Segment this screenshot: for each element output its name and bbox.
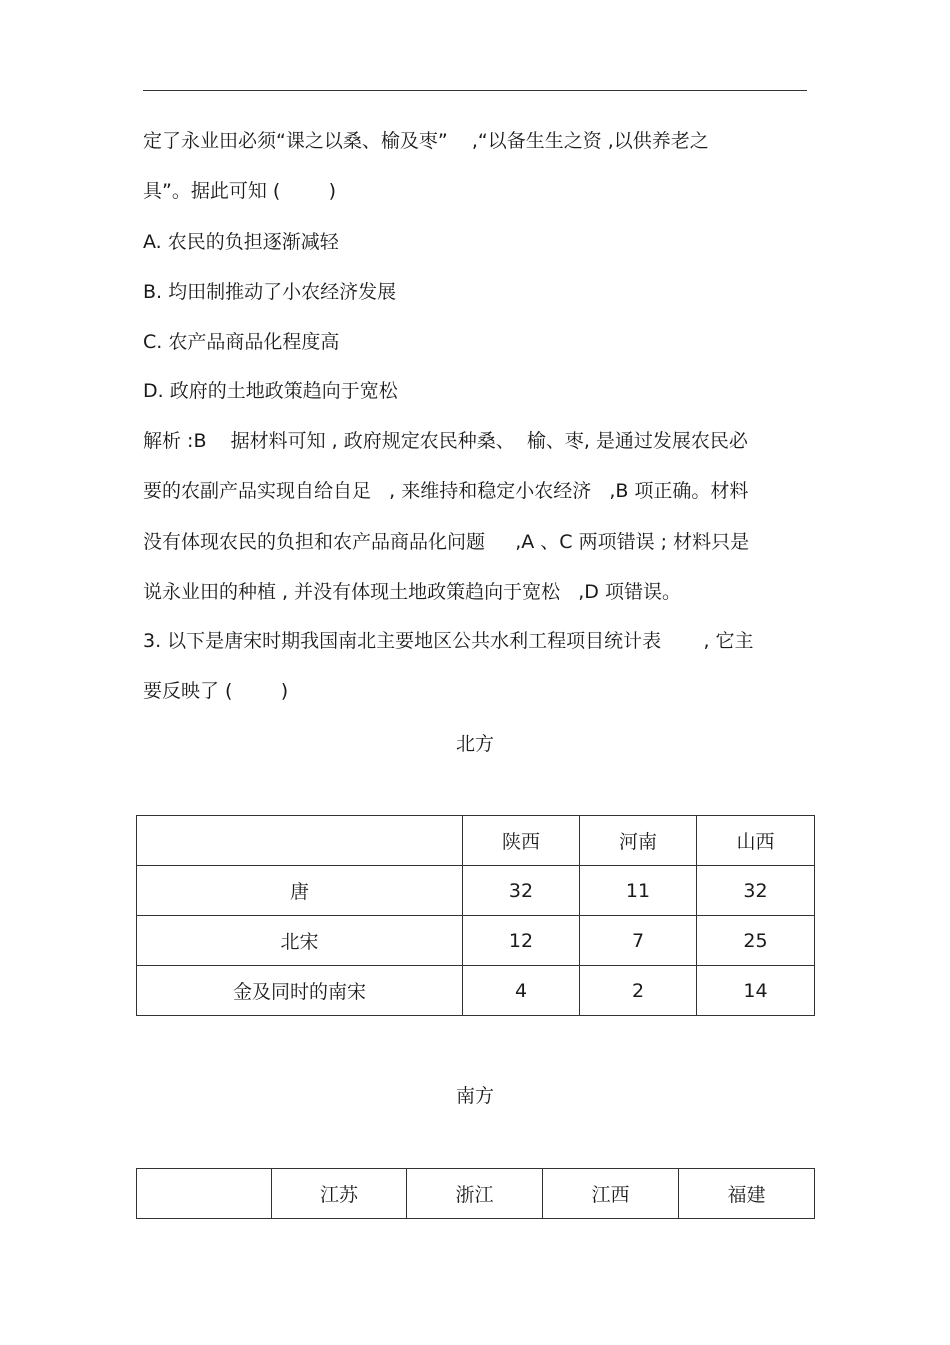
value-cell: 32 <box>463 866 580 916</box>
header-cell: 浙江 <box>407 1169 543 1219</box>
row-label-cell: 金及同时的南宋 <box>137 966 463 1016</box>
table-row <box>137 866 815 916</box>
header-rule <box>143 90 807 91</box>
question-3-line-2: 要反映了 ( ) <box>143 680 289 702</box>
value-cell: 25 <box>697 916 815 966</box>
value-cell: 4 <box>463 966 580 1016</box>
value-cell: 7 <box>580 916 697 966</box>
value-cell: 11 <box>580 866 697 916</box>
analysis-line-2: 要的农副产品实现自给自足 , 来维持和稳定小农经济 ,B 项正确。材料 <box>143 480 749 502</box>
header-cell: 河南 <box>580 816 697 866</box>
row-label-cell: 唐 <box>137 866 463 916</box>
question-text-line-1: 定了永业田必须“课之以桑、榆及枣” ,“以备生生之资 ,以供养老之 <box>143 130 709 152</box>
row-label-cell: 北宋 <box>137 916 463 966</box>
option-d: D. 政府的土地政策趋向于宽松 <box>143 380 398 402</box>
analysis-line-4: 说永业田的种植 , 并没有体现土地政策趋向于宽松 ,D 项错误。 <box>143 581 681 603</box>
option-c: C. 农产品商品化程度高 <box>143 331 340 353</box>
analysis-line-1: 解析 :B 据材料可知 , 政府规定农民种桑、 榆、枣, 是通过发展农民必 <box>143 430 748 452</box>
header-cell: 江西 <box>543 1169 679 1219</box>
header-cell <box>137 1169 272 1219</box>
north-caption: 北方 <box>455 733 494 755</box>
option-a: A. 农民的负担逐渐减轻 <box>143 231 339 253</box>
table-header-row <box>137 1169 815 1219</box>
option-b: B. 均田制推动了小农经济发展 <box>143 281 397 303</box>
header-cell <box>137 816 463 866</box>
analysis-line-3: 没有体现农民的负担和农产品商品化问题 ,A 、C 两项错误 ; 材料只是 <box>143 531 750 553</box>
north-table <box>136 815 815 1016</box>
table-header-row <box>137 816 815 866</box>
header-cell: 江苏 <box>272 1169 407 1219</box>
question-text-line-2: 具”。据此可知 ( ) <box>143 180 337 202</box>
header-cell: 福建 <box>679 1169 815 1219</box>
header-cell: 山西 <box>697 816 815 866</box>
header-cell: 陕西 <box>463 816 580 866</box>
table-row <box>137 966 815 1016</box>
table-row <box>137 916 815 966</box>
value-cell: 12 <box>463 916 580 966</box>
value-cell: 2 <box>580 966 697 1016</box>
value-cell: 32 <box>697 866 815 916</box>
question-3-line-1: 3. 以下是唐宋时期我国南北主要地区公共水利工程项目统计表 , 它主 <box>143 630 754 652</box>
south-table <box>136 1168 815 1219</box>
south-caption: 南方 <box>455 1085 494 1107</box>
value-cell: 14 <box>697 966 815 1016</box>
